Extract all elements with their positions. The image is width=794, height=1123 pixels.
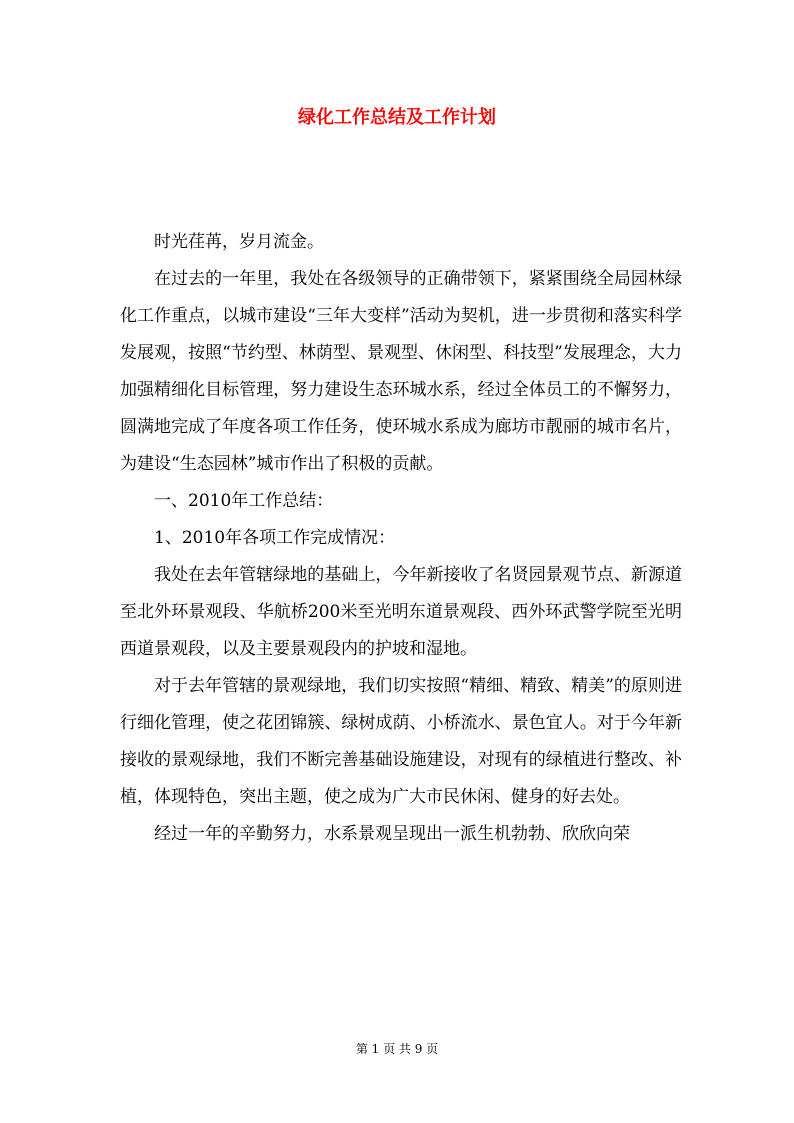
document-body: [120, 224, 682, 853]
paragraph: 对于去年管辖的景观绿地，我们切实按照“精细、精致、精美”的原则进行细化管理，使之花团锦簇、绿树成荫、小桥流水、景色宜人。对于今年新接收的景观绿地，我们不断完善基础设施建设，对现有的绿植进行整改、补植，体现特色，突出主题，使之成为广大市民休闲、健身的好去处。: [120, 676, 682, 807]
paragraph: 我处在去年管辖绿地的基础上，今年新接收了名贤园景观节点、新源道至北外环景观段、华航桥200米至光明东道景观段、西外环武警学院至光明西道景观段，以及主要景观段内的护坡和湿地。: [120, 565, 682, 659]
paragraph: 时光荏苒，岁月流金。: [154, 232, 324, 252]
page-number-footer: 第 1 页 共 9 页: [355, 1042, 439, 1056]
subsection-heading: 1、2010年各项工作完成情况：: [154, 528, 396, 548]
section-heading: 一、2010年工作总结：: [154, 491, 334, 511]
document-title: 绿化工作总结及工作计划: [298, 107, 496, 128]
paragraph: 经过一年的辛勤努力，水系景观呈现出一派生机勃勃、欣欣向荣: [154, 824, 630, 844]
paragraph: 在过去的一年里，我处在各级领导的正确带领下，紧紧围绕全局园林绿化工作重点，以城市建设“三年大变样”活动为契机，进一步贯彻和落实科学发展观，按照“节约型、林荫型、景观型、休闲型、科技型”发展理念，大力加强精细化目标管理，努力建设生态环城水系，经过全体员工的不懈努力，圆满地完成了年度各项工作任务，使环城水系成为廊坊市靓丽的城市名片，为建设“生态园林”城市作出了积极的贡献。: [120, 269, 682, 474]
